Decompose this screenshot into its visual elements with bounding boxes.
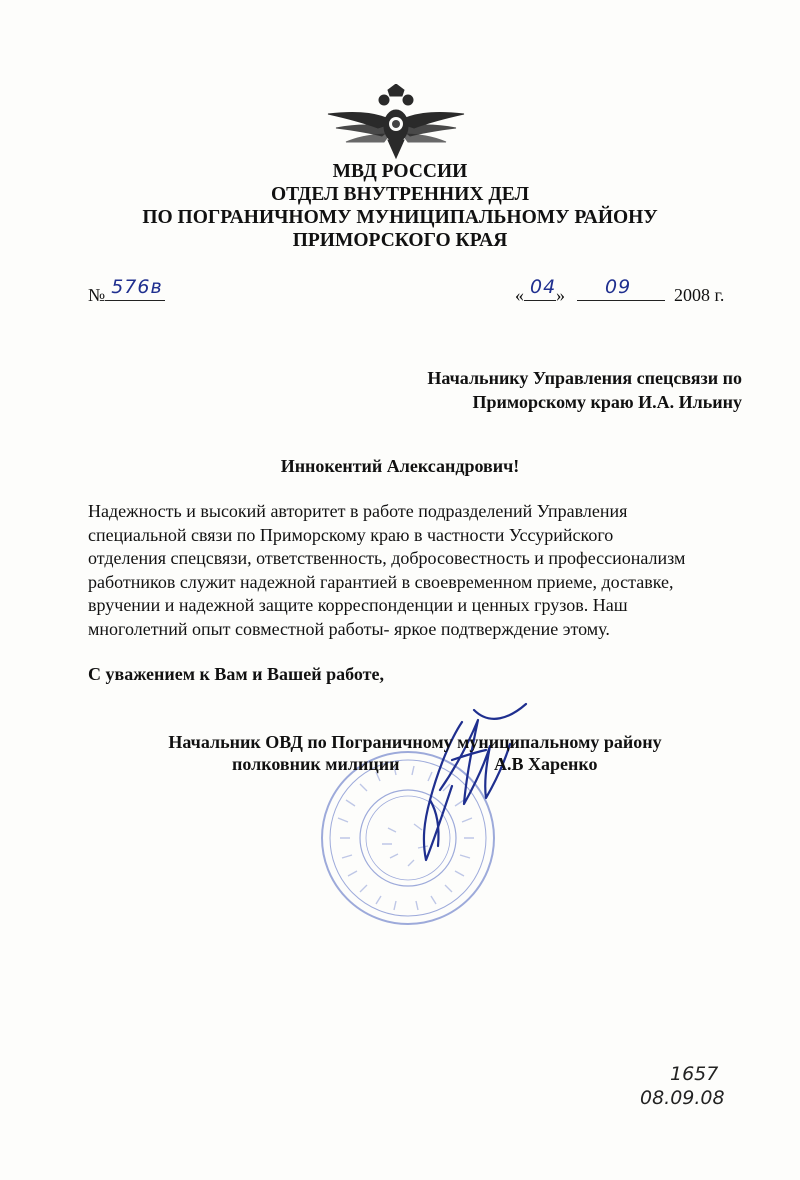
document-date <box>515 276 725 306</box>
addressee-line-1: Начальнику Управления спецсвязи по <box>427 368 742 388</box>
letter-body <box>88 500 748 641</box>
date-year: 2008 г. <box>674 285 725 305</box>
addressee-block <box>322 366 742 414</box>
signatory-position: Начальник ОВД по Пограничному муниципальному району <box>168 732 662 752</box>
body-line-6: многолетний опыт совместной работы- яркое подтверждение этому. <box>88 618 610 639</box>
handwritten-registration-note <box>640 1062 725 1110</box>
body-line-3: отделения спецсвязи, ответственность, добросовестность и профессионализм <box>88 548 686 568</box>
closing-line: С уважением к Вам и Вашей работе, <box>88 664 384 684</box>
signatory-name: А.В Харенко <box>494 754 598 774</box>
salutation: Иннокентий Александрович! <box>280 456 520 476</box>
header-line-4: ПРИМОРСКОГО КРАЯ <box>292 230 508 251</box>
number-label: № <box>88 285 106 305</box>
date-day: 04 <box>530 276 557 298</box>
date-close-quote: » <box>556 285 565 305</box>
registration-number <box>88 276 165 306</box>
note-line-2: 08.09.08 <box>640 1087 725 1109</box>
header-line-3: ПО ПОГРАНИЧНОМУ МУНИЦИПАЛЬНОМУ РАЙОНУ <box>142 207 658 228</box>
body-line-1: Надежность и высокий авторитет в работе подразделений Управления <box>88 501 628 521</box>
day-line <box>524 276 557 301</box>
date-open-quote: « <box>515 285 524 305</box>
body-line-5: вручении и надежной защите корреспонденции и ценных грузов. Наш <box>88 595 628 615</box>
body-line-2: специальной связи по Приморскому краю в частности Уссурийского <box>88 524 614 545</box>
handwritten-signature-icon <box>400 700 540 870</box>
organization-header <box>0 160 800 252</box>
signatory-rank: полковник милиции <box>232 754 400 774</box>
month-line <box>577 276 665 301</box>
header-line-1: МВД РОССИИ <box>332 161 468 182</box>
number-value: 576в <box>111 276 163 298</box>
date-month: 09 <box>605 276 632 298</box>
note-line-1: 1657 <box>670 1063 719 1085</box>
header-line-2: ОТДЕЛ ВНУТРЕННИХ ДЕЛ <box>270 184 530 205</box>
body-line-4: работников служит надежной гарантией в своевременном приеме, доставке, <box>88 571 674 592</box>
mvd-emblem-icon <box>322 84 470 160</box>
number-line <box>105 276 165 301</box>
addressee-line-2: Приморскому краю И.А. Ильину <box>472 392 742 412</box>
